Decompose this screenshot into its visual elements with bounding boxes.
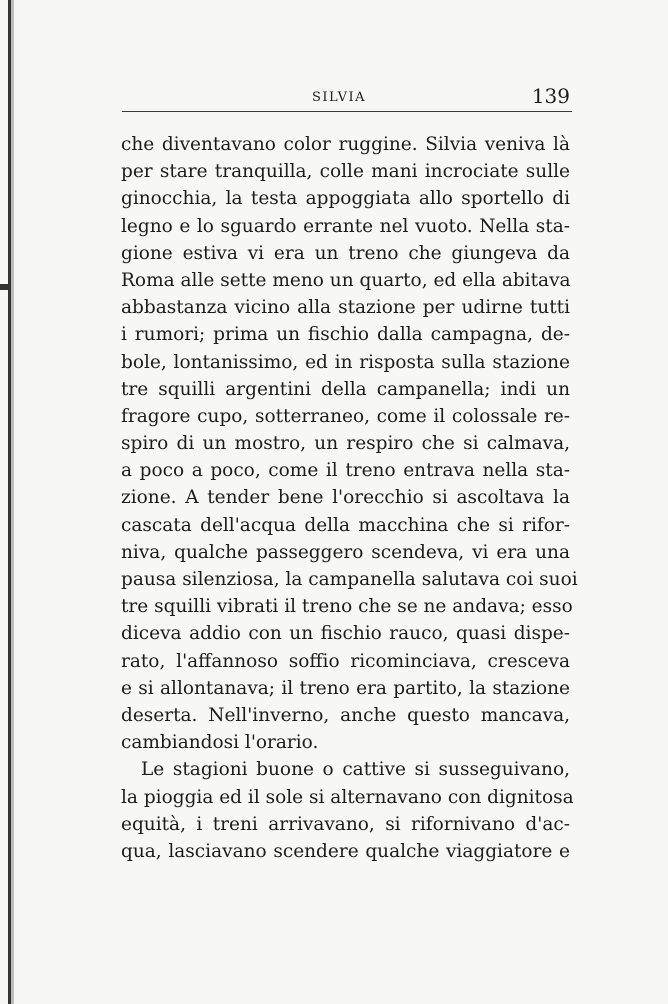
text-line: bole, lontanissimo, ed in risposta sulla stazione: [121, 351, 570, 373]
text-line: zione. A tender bene l'orecchio si ascoltava la: [121, 487, 570, 509]
body-text: [121, 131, 578, 865]
text-line: i rumori; prima un fischio dalla campagna, de-: [121, 324, 570, 346]
text-line: a poco a poco, come il treno entrava nella sta-: [121, 460, 570, 482]
text-line: tre squilli vibrati il treno che se ne andava; esso: [121, 596, 573, 618]
text-line: gione estiva vi era un treno che giungeva da: [121, 242, 570, 264]
text-line: equità, i treni arrivavano, si rifornivano d'ac-: [121, 813, 570, 835]
text-line: spiro di un mostro, un respiro che si calmava,: [121, 433, 570, 455]
text-line: tre squilli argentini della campanella; indi un: [121, 378, 570, 400]
text-line: abbastanza vicino alla stazione per udirne tutti: [121, 297, 570, 319]
text-line: qua, lasciavano scendere qualche viaggiatore e: [121, 840, 570, 862]
text-line: per stare tranquilla, colle mani incrociate sulle: [121, 161, 570, 183]
text-line: pausa silenziosa, la campanella salutava coi suoi: [121, 569, 578, 590]
text-line: che diventavano color ruggine. Silvia veniva là: [121, 134, 570, 155]
text-line: rato, l'affannoso soffio ricominciava, cresceva: [121, 650, 570, 672]
text-line: cascata dell'acqua della macchina che si rifor-: [121, 514, 570, 536]
text-line: Roma alle sette meno un quarto, ed ella abitava: [121, 269, 571, 291]
text-line: ginocchia, la testa appoggiata allo sportello di: [121, 188, 570, 210]
text-line: e si allontanava; il treno era partito, la stazione: [121, 677, 570, 699]
running-title: SILVIA: [312, 90, 367, 105]
text-line: niva, qualche passeggero scendeva, vi era una: [121, 541, 570, 563]
running-head: [122, 84, 572, 112]
spine-mark: [0, 284, 10, 290]
header-rule: [122, 111, 572, 112]
text-line: la pioggia ed il sole si alternavano con dignitosa: [121, 786, 574, 808]
text-line: fragore cupo, sotterraneo, come il colossale re-: [121, 405, 570, 427]
text-line: deserta. Nell'inverno, anche questo mancava,: [121, 704, 570, 726]
page-number: 139: [531, 84, 570, 108]
text-line: diceva addio con un fischio rauco, quasi dispe-: [121, 623, 570, 645]
text-line: Le stagioni buone o cattive si susseguivano,: [141, 759, 570, 781]
spine-shadow: [11, 0, 14, 1004]
text-line: cambiandosi l'orario.: [121, 732, 319, 754]
text-line: legno e lo sguardo errante nel vuoto. Nella sta-: [121, 215, 570, 237]
